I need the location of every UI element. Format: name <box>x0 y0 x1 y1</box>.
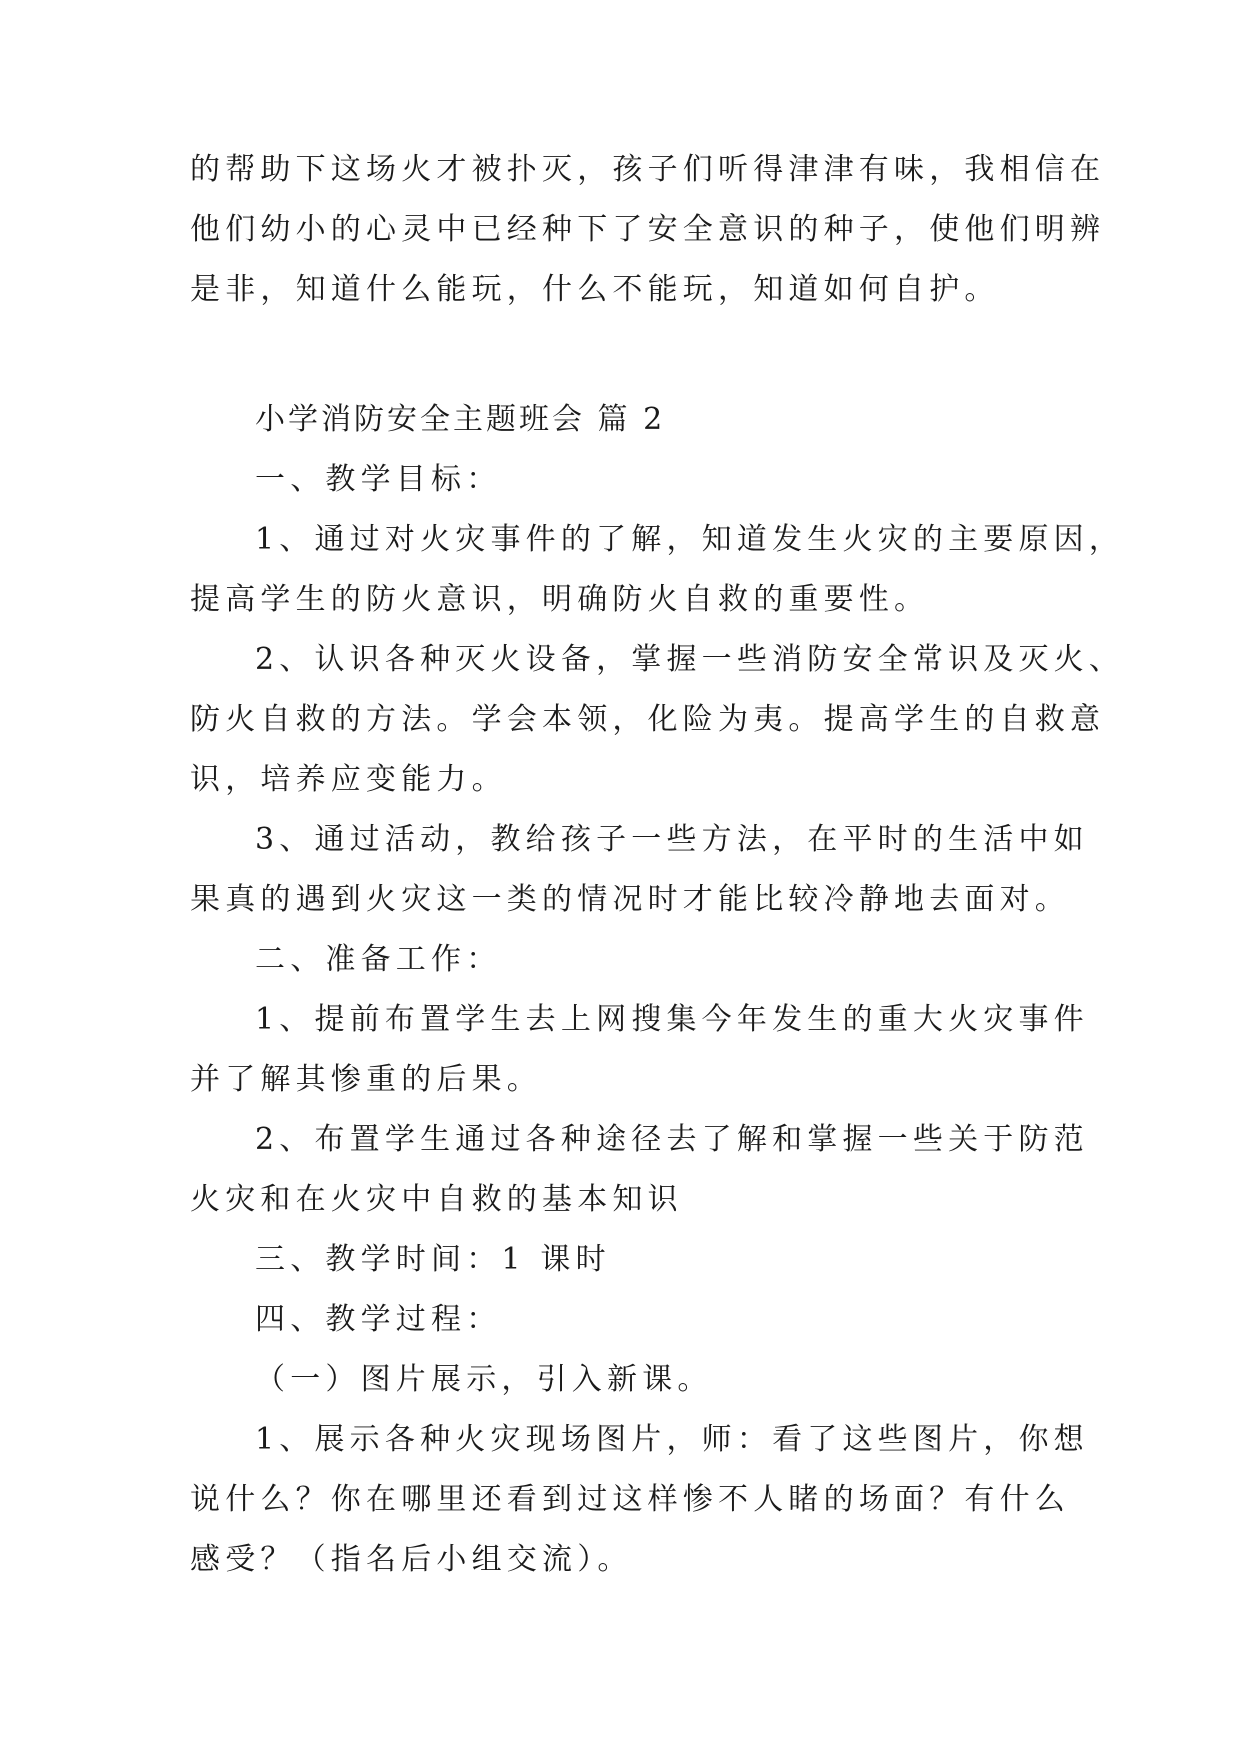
paragraph-line: 火灾和在火灾中自救的基本知识 <box>190 1182 683 1217</box>
heading-preparation: 二、准备工作： <box>255 942 502 977</box>
paragraph-line: 1、展示各种火灾现场图片，师：看了这些图片，你想 <box>255 1422 1089 1457</box>
paragraph-line: 感受？（指名后小组交流）。 <box>190 1542 633 1577</box>
paragraph-line: 1、提前布置学生去上网搜集今年发生的重大火灾事件 <box>255 1002 1089 1037</box>
heading-teaching-goals: 一、教学目标： <box>255 462 502 497</box>
paragraph-line: 2、认识各种灭火设备，掌握一些消防安全常识及灭火、 <box>255 642 1125 677</box>
paragraph-line: 并了解其惨重的后果。 <box>190 1062 542 1097</box>
paragraph-line: 他们幼小的心灵中已经种下了安全意识的种子，使他们明辨 <box>190 212 1106 247</box>
paragraph-line: 提高学生的防火意识，明确防火自救的重要性。 <box>190 582 930 617</box>
paragraph-line: 3、通过活动，教给孩子一些方法，在平时的生活中如 <box>255 822 1089 857</box>
paragraph-line: 识，培养应变能力。 <box>190 762 507 797</box>
heading-teaching-time: 三、教学时间：1 课时 <box>255 1242 611 1277</box>
paragraph-line: 2、布置学生通过各种途径去了解和掌握一些关于防范 <box>255 1122 1089 1157</box>
paragraph-line: 是非，知道什么能玩，什么不能玩，知道如何自护。 <box>190 272 1000 307</box>
paragraph-line: 1、通过对火灾事件的了解，知道发生火灾的主要原因， <box>255 522 1125 557</box>
heading-teaching-process: 四、教学过程： <box>255 1302 502 1337</box>
paragraph-line: 的帮助下这场火才被扑灭，孩子们听得津津有味，我相信在 <box>190 152 1106 187</box>
paragraph-line: 说什么？你在哪里还看到过这样惨不人睹的场面？有什么 <box>190 1482 1070 1517</box>
subheading-image-display: （一）图片展示，引入新课。 <box>255 1362 713 1397</box>
section-title: 小学消防安全主题班会 篇 2 <box>255 402 666 437</box>
paragraph-line: 防火自救的方法。学会本领，化险为夷。提高学生的自救意 <box>190 702 1106 737</box>
paragraph-line: 果真的遇到火灾这一类的情况时才能比较冷静地去面对。 <box>190 882 1070 917</box>
